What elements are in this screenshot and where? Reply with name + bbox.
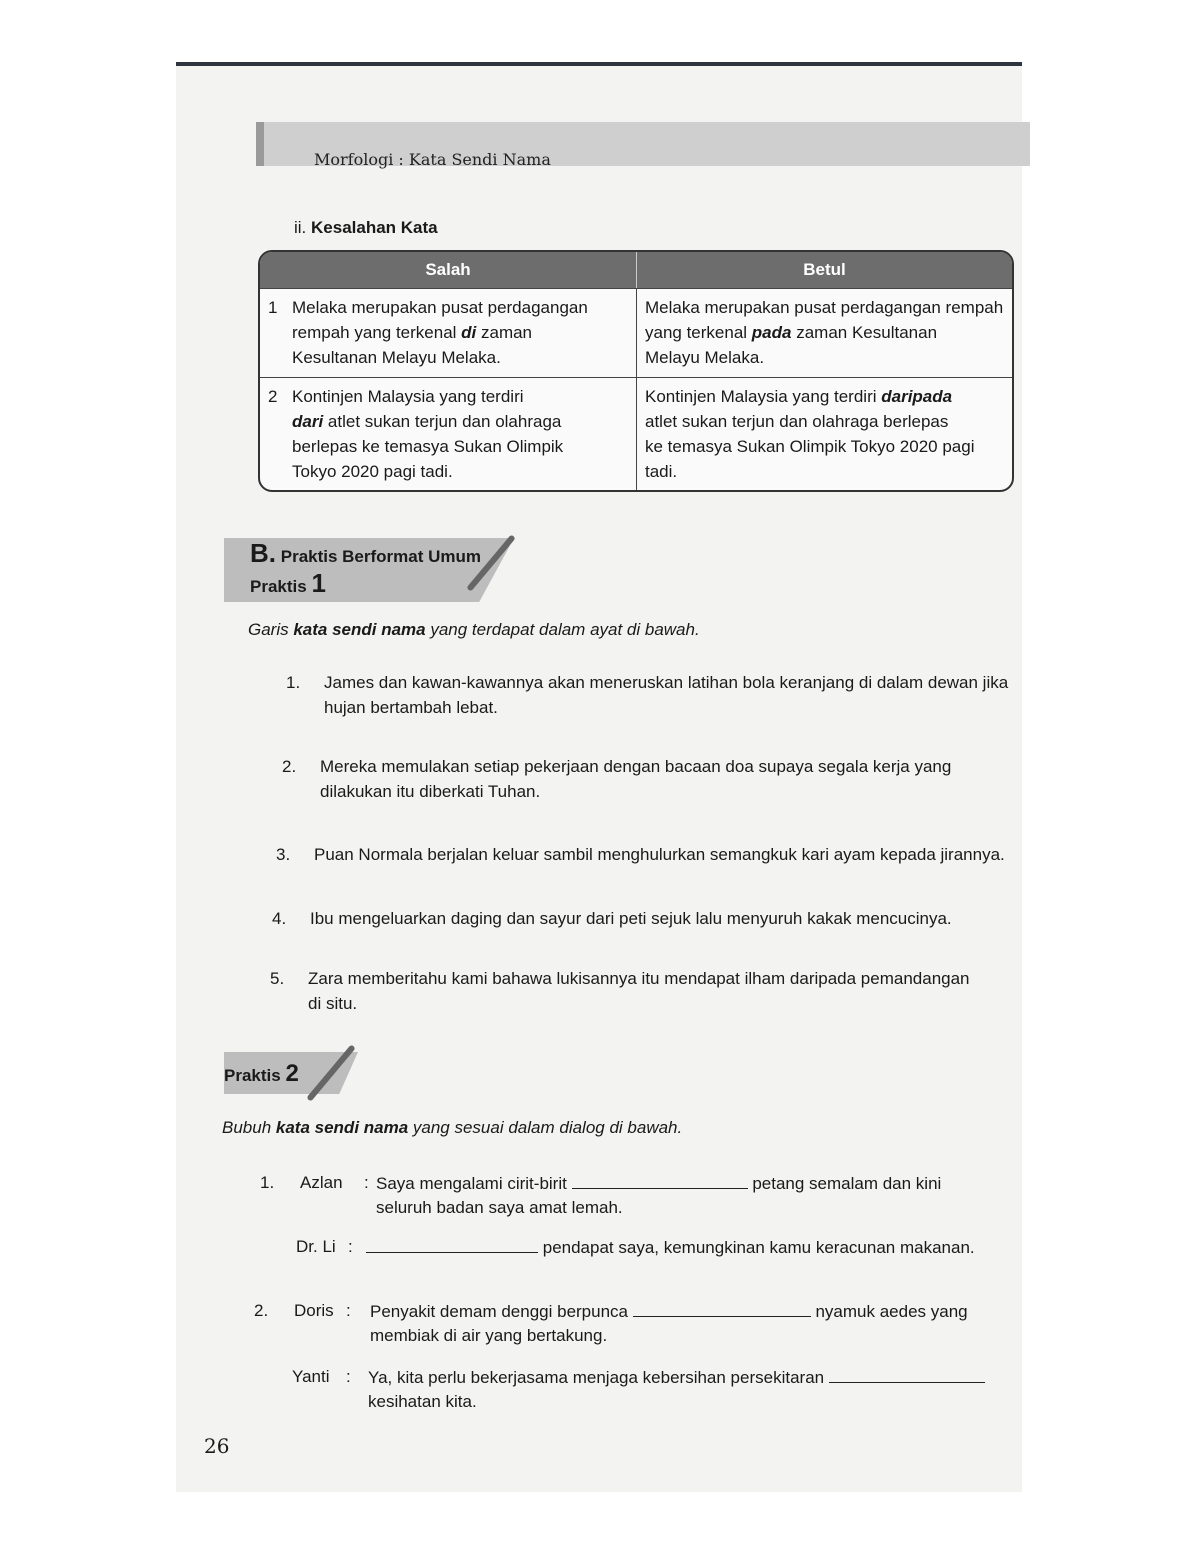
dialog-line: Yanti : Ya, kita perlu bekerjasama menjaga kebersihan persekitaran kesihatan kita. (292, 1364, 1016, 1414)
table-header-betul: Betul (636, 252, 1012, 288)
table-cell-salah: 2 Kontinjen Malaysia yang terdiri dari atlet sukan terjun dan olahraga berlepas ke temasya Sukan Olimpik Tokyo 2020 pagi tadi. (260, 377, 636, 490)
dialog-line: 1. Azlan : Saya mengalami cirit-birit petang semalam dan kini seluruh badan saya amat lemah. (260, 1170, 1010, 1220)
answer-blank[interactable] (572, 1170, 748, 1189)
table-row (260, 288, 1012, 377)
table-cell-betul: Melaka merupakan pusat perdagangan rempah yang terkenal pada zaman Kesultanan Melayu Melaka. (636, 288, 1012, 377)
answer-blank[interactable] (829, 1364, 985, 1383)
error-correction-table (258, 250, 1014, 492)
speaker-name: Dr. Li (296, 1237, 336, 1256)
speaker-name: Azlan (300, 1173, 343, 1192)
table-cell-salah: 1 Melaka merupakan pusat perdagangan rempah yang terkenal di zaman Kesultanan Melayu Melaka. (260, 288, 636, 377)
speaker-name: Yanti (292, 1367, 330, 1386)
table-header-salah: Salah (260, 252, 636, 288)
praktis2-instruction: Bubuh kata sendi nama yang sesuai dalam dialog di bawah. (222, 1118, 683, 1137)
answer-blank[interactable] (633, 1298, 811, 1317)
praktis2-title: Praktis 2 (224, 1060, 299, 1087)
dialog-line: 2. Doris : Penyakit demam denggi berpunca nyamuk aedes yang membiak di air yang bertakung. (254, 1298, 1010, 1348)
table-cell-betul: Kontinjen Malaysia yang terdiri daripada atlet sukan terjun dan olahraga berlepas ke temasya Sukan Olimpik Tokyo 2020 pagi tadi. (636, 377, 1012, 490)
page-number: 26 (204, 1434, 230, 1458)
answer-blank[interactable] (366, 1234, 538, 1253)
speaker-name: Doris (294, 1301, 334, 1320)
dialog-line: Dr. Li : pendapat saya, kemungkinan kamu keracunan makanan. (296, 1234, 1016, 1262)
table-row (260, 377, 1012, 490)
praktis1-instruction: Garis kata sendi nama yang terdapat dalam ayat di bawah. (248, 620, 700, 639)
section-b-title: B. Praktis Berformat Umum Praktis 1 (250, 538, 482, 598)
book-page: Morfologi : Kata Sendi Nama ii. Kesalahan Kata Salah Betul 1 Melaka merupakan pusat perdagangan rempah yang terkenal di zaman Kesultanan Melayu Melaka. Melaka merupakan pusat perdagangan rempah yang terkenal pada zaman Kesultanan Melayu Melaka. 2 Kontinjen Malaysia yang terdiri dari atlet sukan terjun dan olahraga berlepas ke temasya Sukan Olimpik Tokyo 2020 pagi tadi. Kontinjen Malaysia yang terdiri daripada atlet sukan terjun dan olahraga berlepas ke temasya Sukan Olimpik Tokyo 2020 pagi tadi. B. Praktis Berformat Umum Praktis 1 Garis kata sendi nama yang terdapat dalam ayat di bawah. 1. James dan kawan-kawannya akan meneruskan latihan bola keranjang di dalam dewan jika hujan bertambah lebat. 2. Mereka memulakan setiap pekerjaan dengan bacaan doa supaya segala kerja yang dilakukan itu diberkati Tuhan. 3. Puan Normala berjalan keluar sambil menghulurkan semangkuk kari ayam kepada jirannya. 4. Ibu mengeluarkan daging dan sayur dari peti sejuk lalu menyuruh kakak mencucinya. 5. Zara memberitahu kami bahawa lukisannya itu mendapat ilham daripada pemandangan di situ. Praktis 2 Bubuh kata sendi nama yang sesuai dalam dialog di bawah. 1. Azlan : Saya mengalami cirit-birit petang semalam dan kini seluruh badan saya amat lemah. Dr. Li : pendapat saya, kemungkinan kamu keracunan makanan. 2. Doris : Penyakit demam denggi berpunca nyamuk aedes yang membiak di air yang bertakung. Yanti : Ya, kita perlu bekerjasama menjaga kebersihan persekitaran kesihatan kita. 26 (176, 62, 1022, 1492)
chapter-header-title: Morfologi : Kata Sendi Nama (314, 150, 551, 169)
subsection-title: ii. Kesalahan Kata (294, 218, 438, 237)
